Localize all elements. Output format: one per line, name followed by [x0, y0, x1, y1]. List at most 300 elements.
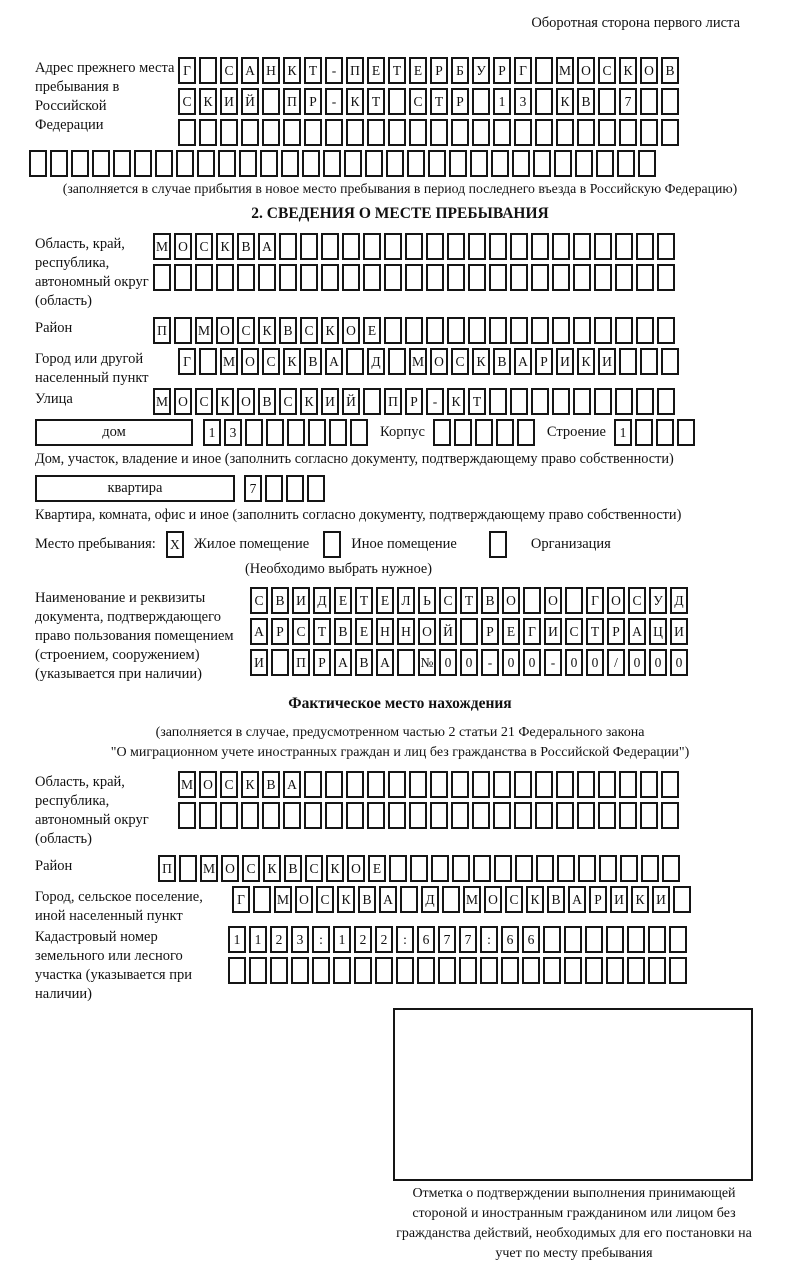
char-cell	[365, 150, 383, 177]
prev-address-note: (заполняется в случае прибытия в новое место пребывания в период последнего въезда в Российскую Федерацию)	[62, 181, 738, 196]
char-cell: И	[250, 649, 268, 676]
char-cell	[266, 419, 284, 446]
char-cell	[199, 119, 217, 146]
char-cell: 7	[438, 926, 456, 953]
kadastr-row-2	[228, 957, 687, 984]
mesto-option-2-label: Иное помещение	[351, 536, 457, 552]
char-cell	[522, 957, 540, 984]
stroenie-label: Строение	[546, 424, 606, 440]
char-cell: П	[384, 388, 402, 415]
char-cell: О	[174, 388, 192, 415]
char-cell: Е	[367, 57, 385, 84]
char-cell: У	[472, 57, 490, 84]
document-label: Наименование и реквизиты документа, подтверждающего право пользования помещением (строением, сооружением) (указывается при наличии)	[35, 590, 234, 682]
char-cell: В	[258, 388, 276, 415]
char-cell	[556, 119, 574, 146]
char-cell	[565, 587, 583, 614]
char-cell: И	[652, 886, 670, 913]
char-cell	[543, 957, 561, 984]
char-cell	[557, 855, 575, 882]
char-cell	[585, 957, 603, 984]
char-cell: 1	[249, 926, 267, 953]
char-cell: В	[355, 649, 373, 676]
char-cell	[265, 475, 283, 502]
char-cell	[253, 886, 271, 913]
char-cell	[92, 150, 110, 177]
char-cell	[657, 264, 675, 291]
char-cell: К	[241, 771, 259, 798]
fact-rayon-row	[158, 855, 680, 882]
char-cell	[388, 348, 406, 375]
char-cell	[573, 317, 591, 344]
char-cell: Р	[271, 618, 289, 645]
char-cell	[556, 802, 574, 829]
dom-note: Дом, участок, владение и иное (заполнить согласно документу, подтверждающему право собственности)	[35, 451, 674, 467]
char-cell	[512, 150, 530, 177]
char-cell	[577, 771, 595, 798]
char-cell: С	[262, 348, 280, 375]
char-cell	[454, 419, 472, 446]
char-cell	[134, 150, 152, 177]
char-cell	[258, 264, 276, 291]
char-cell	[669, 957, 687, 984]
char-cell: У	[649, 587, 667, 614]
char-cell: И	[610, 886, 628, 913]
char-cell: 1	[228, 926, 246, 953]
char-cell	[636, 264, 654, 291]
korpus-label: Корпус	[380, 424, 425, 440]
char-cell: В	[547, 886, 565, 913]
char-cell	[216, 264, 234, 291]
char-cell: 0	[523, 649, 541, 676]
char-cell	[657, 388, 675, 415]
char-cell	[556, 771, 574, 798]
char-cell	[323, 150, 341, 177]
char-cell: Т	[367, 88, 385, 115]
ulitsa-group	[35, 388, 800, 419]
stamp-box	[393, 1008, 753, 1181]
char-cell: М	[274, 886, 292, 913]
char-cell	[517, 419, 535, 446]
char-cell: С	[292, 618, 310, 645]
char-cell	[627, 957, 645, 984]
char-cell: Д	[421, 886, 439, 913]
char-cell: С	[451, 348, 469, 375]
char-cell	[333, 957, 351, 984]
char-cell: О	[640, 57, 658, 84]
char-cell	[635, 419, 653, 446]
char-cell	[615, 233, 633, 260]
char-cell	[536, 855, 554, 882]
char-cell	[321, 233, 339, 260]
char-cell: Р	[481, 618, 499, 645]
mesto-option-2-checkbox	[323, 531, 341, 558]
fact-rayon-label: Район	[35, 858, 73, 874]
dom-row	[35, 419, 800, 446]
char-cell	[598, 771, 616, 798]
char-cell	[535, 119, 553, 146]
char-cell: С	[316, 886, 334, 913]
char-cell: А	[628, 618, 646, 645]
char-cell	[531, 264, 549, 291]
char-cell	[640, 771, 658, 798]
char-cell	[468, 264, 486, 291]
char-cell	[367, 802, 385, 829]
char-cell	[389, 855, 407, 882]
char-cell	[535, 771, 553, 798]
char-cell	[640, 119, 658, 146]
char-cell	[405, 264, 423, 291]
char-cell: Г	[586, 587, 604, 614]
char-cell: М	[409, 348, 427, 375]
char-cell: 6	[417, 926, 435, 953]
char-cell	[220, 802, 238, 829]
char-cell	[325, 119, 343, 146]
char-cell: А	[283, 771, 301, 798]
char-cell: В	[279, 317, 297, 344]
char-cell: О	[544, 587, 562, 614]
korpus-cells	[433, 419, 535, 446]
char-cell	[489, 388, 507, 415]
char-cell	[573, 264, 591, 291]
char-cell	[354, 957, 372, 984]
char-cell	[386, 150, 404, 177]
char-cell: С	[220, 57, 238, 84]
char-cell	[594, 388, 612, 415]
char-cell	[531, 317, 549, 344]
mesto-label: Место пребывания:	[35, 536, 156, 552]
char-cell: Т	[468, 388, 486, 415]
fact-note-line1: (заполняется в случае, предусмотренном частью 2 статьи 21 Федерального закона	[155, 725, 645, 740]
char-cell	[346, 119, 364, 146]
char-cell	[363, 388, 381, 415]
char-cell	[174, 317, 192, 344]
char-cell	[50, 150, 68, 177]
char-cell: К	[300, 388, 318, 415]
char-cell: В	[237, 233, 255, 260]
char-cell: М	[195, 317, 213, 344]
stamp-caption: Отметка о подтверждении выполнения принимающей стороной и иностранным гражданином или лицом без гражданства действий, необходимых для его постановки на учет по месту пребывания	[396, 1186, 752, 1261]
char-cell	[535, 57, 553, 84]
fact-note-line2: "О миграционном учете иностранных граждан и лиц без гражданства в Российской Федерации")	[110, 745, 690, 760]
char-cell	[615, 388, 633, 415]
char-cell	[430, 802, 448, 829]
char-cell	[510, 388, 528, 415]
char-cell	[304, 771, 322, 798]
char-cell: :	[396, 926, 414, 953]
char-cell: А	[258, 233, 276, 260]
char-cell: Й	[342, 388, 360, 415]
char-cell	[442, 886, 460, 913]
char-cell	[409, 802, 427, 829]
char-cell	[262, 802, 280, 829]
char-cell: К	[216, 233, 234, 260]
char-cell	[300, 233, 318, 260]
char-cell: 3	[291, 926, 309, 953]
char-cell	[426, 264, 444, 291]
char-cell	[447, 264, 465, 291]
char-cell	[428, 150, 446, 177]
char-cell: К	[472, 348, 490, 375]
char-cell: Е	[334, 587, 352, 614]
char-cell: Д	[670, 587, 688, 614]
char-cell: М	[556, 57, 574, 84]
char-cell	[594, 233, 612, 260]
ulitsa-label: Улица	[35, 391, 73, 407]
char-cell: 0	[670, 649, 688, 676]
char-cell: С	[439, 587, 457, 614]
char-cell	[409, 771, 427, 798]
char-cell: Т	[313, 618, 331, 645]
char-cell	[241, 119, 259, 146]
char-cell	[575, 150, 593, 177]
char-cell: К	[556, 88, 574, 115]
fact-title: Фактическое место нахождения	[288, 695, 512, 712]
char-cell: 0	[502, 649, 520, 676]
char-cell: К	[631, 886, 649, 913]
char-cell	[245, 419, 263, 446]
char-cell: О	[347, 855, 365, 882]
char-cell	[304, 119, 322, 146]
char-cell: :	[480, 926, 498, 953]
char-cell	[451, 771, 469, 798]
gorod-group	[35, 348, 800, 388]
char-cell	[195, 264, 213, 291]
char-cell	[510, 233, 528, 260]
kvartira-note: Квартира, комната, офис и иное (заполнить согласно документу, подтверждающему право собственности)	[35, 507, 682, 523]
char-cell: В	[271, 587, 289, 614]
mesto-note: (Необходимо выбрать нужное)	[245, 561, 433, 577]
char-cell: 2	[354, 926, 372, 953]
char-cell: Р	[405, 388, 423, 415]
char-cell	[661, 88, 679, 115]
char-cell	[552, 317, 570, 344]
prev-address-row-3	[178, 119, 679, 146]
char-cell: Т	[388, 57, 406, 84]
char-cell: С	[300, 317, 318, 344]
char-cell	[388, 802, 406, 829]
char-cell: К	[526, 886, 544, 913]
dom-cells	[203, 419, 368, 446]
char-cell: К	[577, 348, 595, 375]
char-cell	[430, 119, 448, 146]
char-cell: А	[379, 886, 397, 913]
kadastr-row-1	[228, 926, 687, 953]
char-cell: -	[544, 649, 562, 676]
char-cell: Р	[589, 886, 607, 913]
fact-oblast-group	[35, 771, 800, 849]
char-cell	[606, 957, 624, 984]
char-cell	[496, 419, 514, 446]
char-cell	[648, 957, 666, 984]
char-cell: Н	[397, 618, 415, 645]
char-cell: О	[607, 587, 625, 614]
char-cell	[220, 119, 238, 146]
oblast-group	[35, 233, 800, 311]
ulitsa-row	[153, 388, 675, 415]
char-cell: -	[325, 88, 343, 115]
char-cell: И	[670, 618, 688, 645]
char-cell: Р	[430, 57, 448, 84]
char-cell: В	[304, 348, 322, 375]
mesto-option-1-label: Жилое помещение	[193, 536, 310, 552]
char-cell	[472, 771, 490, 798]
char-cell: К	[321, 317, 339, 344]
char-cell	[598, 119, 616, 146]
char-cell	[472, 119, 490, 146]
char-cell	[388, 119, 406, 146]
char-cell: 6	[501, 926, 519, 953]
char-cell	[470, 150, 488, 177]
char-cell	[174, 264, 192, 291]
char-cell: Н	[376, 618, 394, 645]
char-cell	[473, 855, 491, 882]
document-group	[35, 587, 800, 684]
char-cell	[594, 264, 612, 291]
char-cell: Р	[607, 618, 625, 645]
corner-note: Оборотная сторона первого листа	[531, 15, 740, 31]
char-cell	[363, 233, 381, 260]
char-cell	[451, 802, 469, 829]
char-cell	[228, 957, 246, 984]
char-cell	[321, 264, 339, 291]
char-cell: Т	[460, 587, 478, 614]
char-cell: И	[292, 587, 310, 614]
char-cell	[199, 57, 217, 84]
char-cell	[426, 317, 444, 344]
char-cell: Р	[313, 649, 331, 676]
char-cell	[493, 119, 511, 146]
char-cell: С	[250, 587, 268, 614]
char-cell: С	[242, 855, 260, 882]
char-cell: К	[199, 88, 217, 115]
char-cell: К	[216, 388, 234, 415]
char-cell: 0	[586, 649, 604, 676]
prev-address-row-1	[178, 57, 679, 84]
char-cell	[514, 802, 532, 829]
char-cell	[489, 317, 507, 344]
char-cell	[431, 855, 449, 882]
char-cell: С	[279, 388, 297, 415]
section2-title: 2. СВЕДЕНИЯ О МЕСТЕ ПРЕБЫВАНИЯ	[251, 205, 549, 222]
char-cell: 0	[439, 649, 457, 676]
char-cell	[241, 802, 259, 829]
mesto-row	[35, 531, 800, 558]
char-cell	[552, 264, 570, 291]
char-cell	[552, 233, 570, 260]
char-cell	[599, 855, 617, 882]
char-cell	[535, 88, 553, 115]
char-cell	[397, 649, 415, 676]
char-cell: М	[220, 348, 238, 375]
char-cell: А	[250, 618, 268, 645]
char-cell	[468, 317, 486, 344]
char-cell: К	[326, 855, 344, 882]
char-cell: В	[481, 587, 499, 614]
kadastr-label: Кадастровый номер земельного или лесного участка (указывается при наличии)	[35, 929, 192, 1002]
char-cell	[501, 957, 519, 984]
char-cell	[472, 88, 490, 115]
char-cell	[342, 264, 360, 291]
char-cell: К	[447, 388, 465, 415]
char-cell: Ь	[418, 587, 436, 614]
char-cell	[447, 317, 465, 344]
rayon-row	[153, 317, 675, 344]
char-cell	[388, 771, 406, 798]
char-cell: М	[153, 388, 171, 415]
char-cell	[363, 264, 381, 291]
char-cell: С	[305, 855, 323, 882]
char-cell: С	[598, 57, 616, 84]
char-cell	[523, 587, 541, 614]
kvartira-box: квартира	[35, 475, 235, 502]
fact-oblast-row-2	[178, 802, 679, 829]
char-cell: Г	[178, 348, 196, 375]
char-cell: К	[283, 348, 301, 375]
mesto-option-1-checkbox	[166, 531, 184, 558]
char-cell: К	[337, 886, 355, 913]
char-cell	[249, 957, 267, 984]
mesto-option-3-label: Организация	[530, 536, 611, 552]
char-cell: 1	[333, 926, 351, 953]
char-cell: Й	[439, 618, 457, 645]
char-cell	[325, 771, 343, 798]
char-cell: С	[178, 88, 196, 115]
char-cell: К	[258, 317, 276, 344]
char-cell: И	[544, 618, 562, 645]
char-cell: 6	[522, 926, 540, 953]
char-cell	[669, 926, 687, 953]
char-cell	[475, 419, 493, 446]
char-cell	[199, 802, 217, 829]
char-cell	[291, 957, 309, 984]
char-cell	[388, 88, 406, 115]
char-cell	[176, 150, 194, 177]
char-cell	[279, 264, 297, 291]
char-cell	[661, 119, 679, 146]
char-cell	[554, 150, 572, 177]
char-cell: Е	[355, 618, 373, 645]
char-cell: -	[325, 57, 343, 84]
char-cell: О	[237, 388, 255, 415]
char-cell: Т	[430, 88, 448, 115]
char-cell	[480, 957, 498, 984]
char-cell: В	[358, 886, 376, 913]
char-cell	[237, 264, 255, 291]
char-cell	[405, 233, 423, 260]
char-cell: О	[502, 587, 520, 614]
char-cell	[531, 233, 549, 260]
char-cell: В	[577, 88, 595, 115]
gorod-label: Город или другой населенный пункт	[35, 351, 149, 386]
char-cell: Е	[409, 57, 427, 84]
char-cell	[307, 475, 325, 502]
char-cell: Е	[363, 317, 381, 344]
char-cell	[179, 855, 197, 882]
char-cell	[598, 88, 616, 115]
char-cell: Р	[304, 88, 322, 115]
char-cell: В	[334, 618, 352, 645]
char-cell: К	[619, 57, 637, 84]
char-cell	[661, 348, 679, 375]
prev-address-label: Адрес прежнего места пребывания в Российской Федерации	[35, 60, 175, 133]
char-cell: О	[241, 348, 259, 375]
char-cell	[617, 150, 635, 177]
char-cell: Б	[451, 57, 469, 84]
char-cell	[113, 150, 131, 177]
char-cell: Г	[523, 618, 541, 645]
fact-gorod-row	[232, 886, 691, 913]
